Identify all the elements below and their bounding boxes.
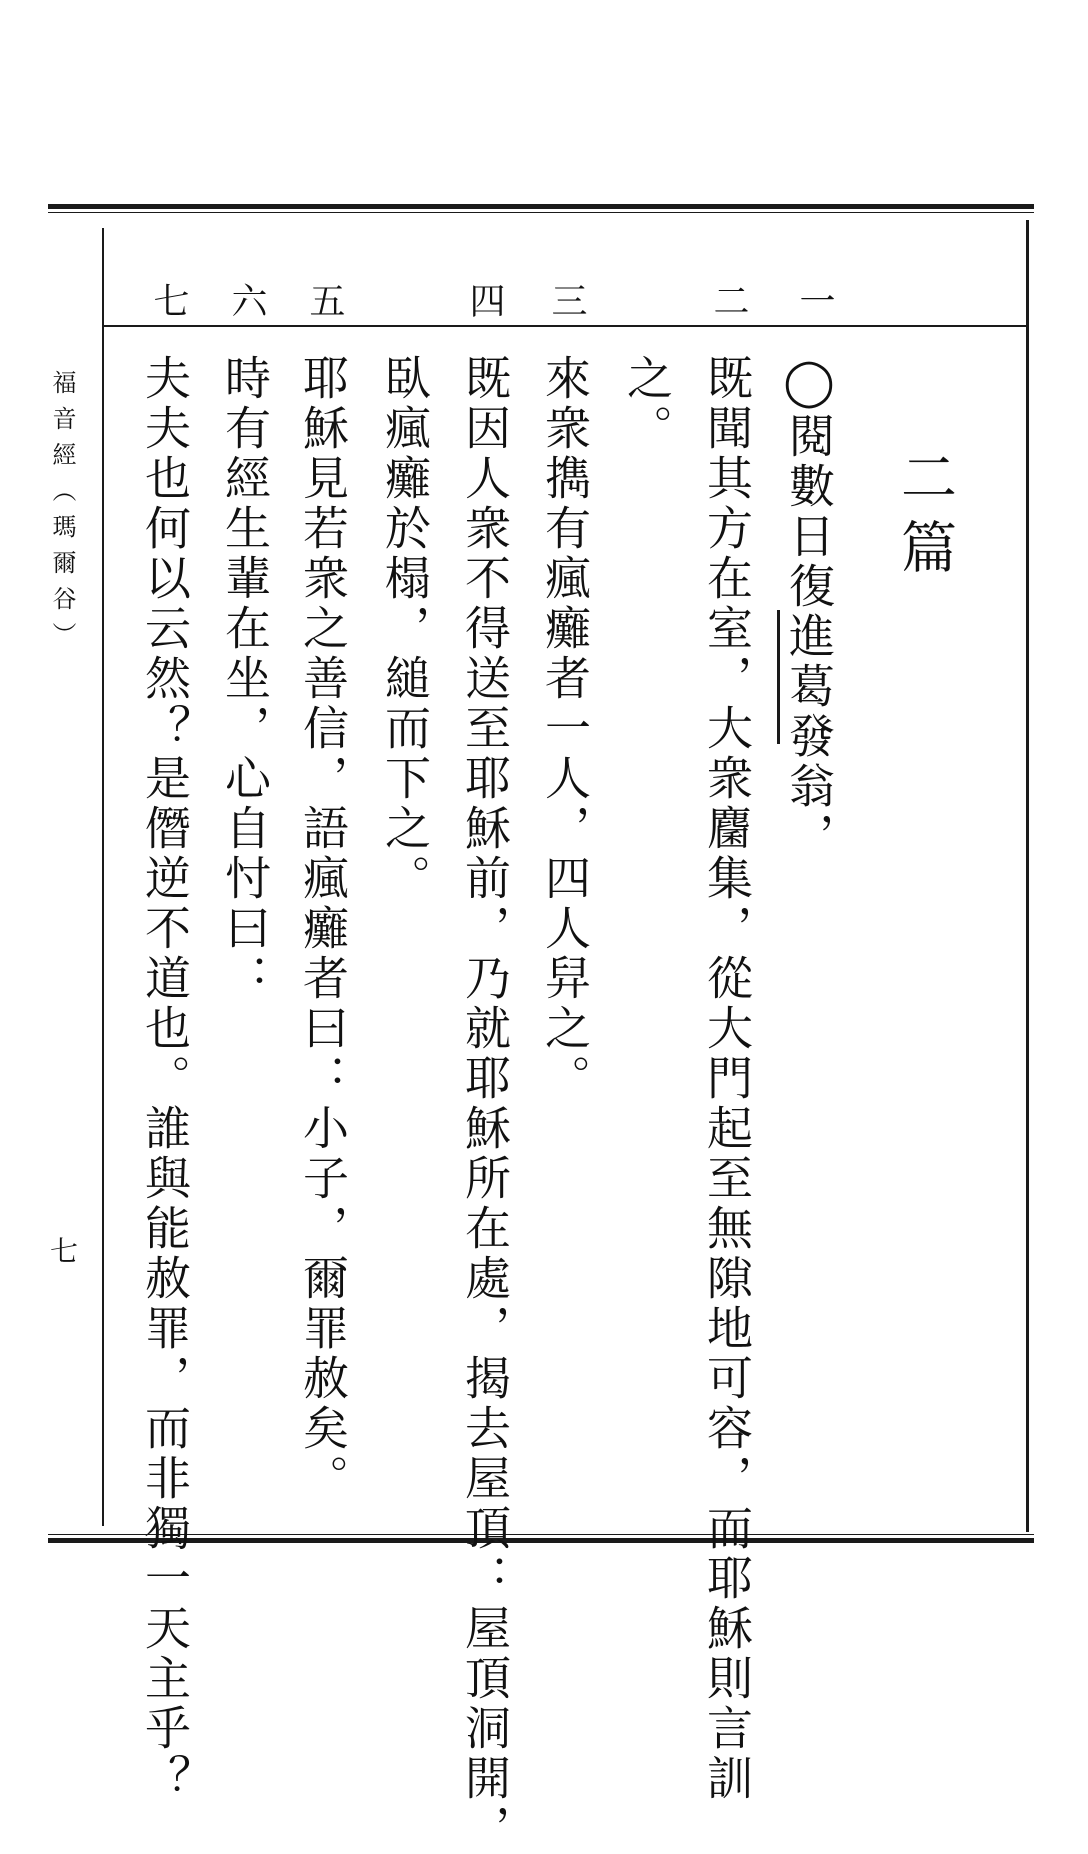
verse-text-4: 既因人衆不得送至耶穌前，乃就耶穌所在處，揭去屋頂：屋頂洞開， (458, 354, 512, 1854)
verse-number-5: 五 (304, 282, 345, 318)
verse-number-2: 二 (708, 282, 749, 318)
margin-title: 福音經（瑪爾谷） (48, 370, 76, 658)
verse-number-1: 一 (794, 282, 835, 318)
verse-number-divider (104, 325, 1026, 327)
verse-text-7: 夫夫也何以云然？是僭逆不道也。誰與能赦罪，而非獨一天主乎？ (138, 354, 192, 1804)
verse-number-4: 四 (464, 282, 505, 318)
top-border-thin-rule (48, 212, 1034, 213)
right-border-rule (1026, 220, 1029, 1532)
left-border-rule (102, 228, 104, 1526)
verse-text-1: ◯閱數日復進葛發翁， (782, 354, 836, 862)
verse-text-3: 來衆擕有瘋癱者一人，四人舁之。 (538, 354, 592, 1104)
verse-number-7: 七 (148, 282, 189, 318)
bottom-border-thin-rule (48, 1534, 1034, 1535)
verse-number-3: 三 (546, 282, 587, 318)
bottom-border-rule (48, 1538, 1034, 1543)
top-border-rule (48, 204, 1034, 209)
verse-text-6: 時有經生輩在坐，心自忖曰： (218, 354, 272, 1004)
verse-text-2-continuation: 之。 (620, 354, 674, 454)
chapter-heading: 二篇 (892, 448, 957, 588)
verse-text-5: 耶穌見若衆之善信，語瘋癱者曰：小子，爾罪赦矣。 (296, 354, 350, 1504)
verse-text-4-continuation: 臥瘋癱於榻，縋而下之。 (378, 354, 432, 904)
verse-text-2: 既聞其方在室，大衆麕集，從大門起至無隙地可容，而耶穌則言訓 (700, 354, 754, 1804)
verse-number-6: 六 (226, 282, 267, 318)
proper-name-mark (777, 610, 780, 744)
folio-number: 七 (46, 1236, 79, 1264)
